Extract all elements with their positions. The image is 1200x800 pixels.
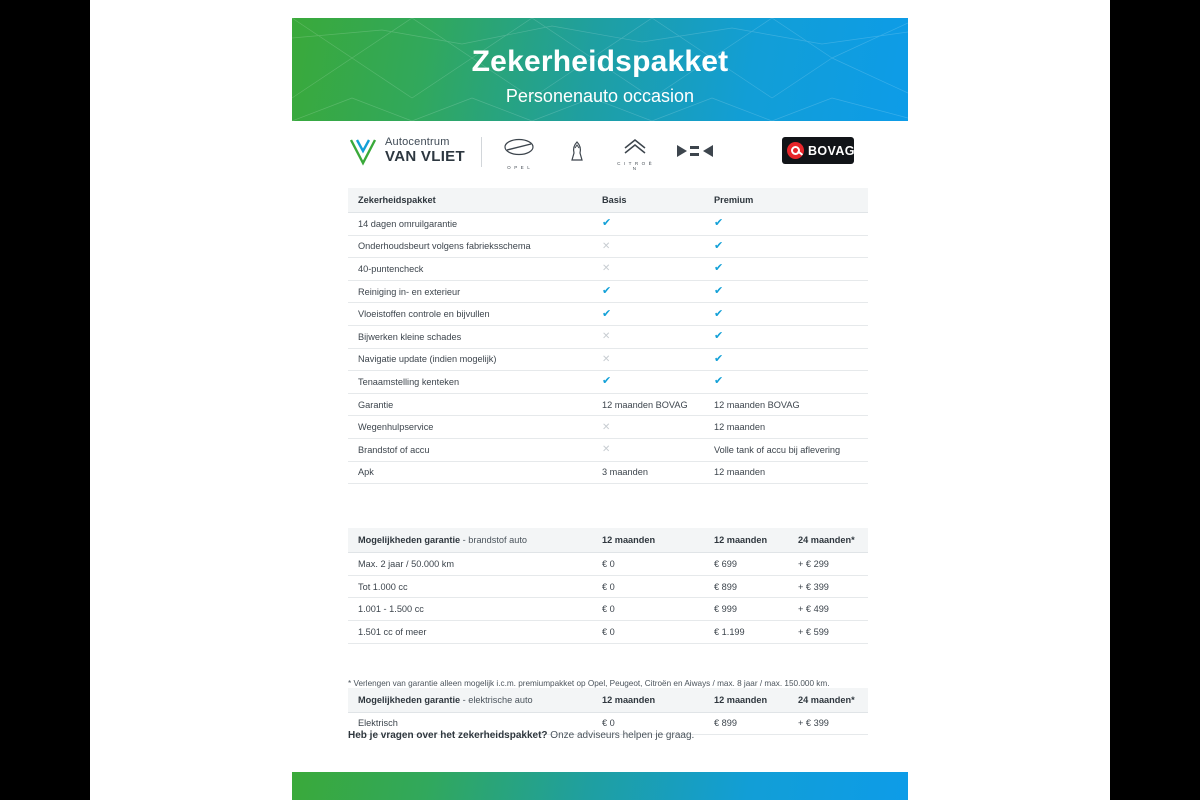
footnote-text: * Verlengen van garantie alleen mogelijk i.c.m. premiumpakket op Opel, Peugeot, Citroën en Aiways / max. 8 jaar / max. 150.000 km. — [348, 679, 830, 688]
check-icon: ✔ — [714, 330, 724, 343]
table-row — [348, 213, 868, 236]
dealer-logo — [348, 136, 465, 166]
check-icon: ✔ — [602, 307, 612, 320]
bovag-badge-icon — [787, 142, 804, 159]
row-label: Tenaamstelling kenteken — [348, 371, 592, 394]
van-vliet-logo-icon — [348, 136, 378, 166]
cta-answer: Onze adviseurs helpen je graag. — [547, 730, 695, 741]
cell-col1: € 0 — [592, 575, 704, 598]
row-label: Elektrisch — [348, 712, 592, 735]
table-row — [348, 438, 868, 461]
logo-divider — [481, 137, 482, 167]
cell-premium — [704, 235, 868, 258]
table-row — [348, 598, 868, 621]
cell-col3: + € 399 — [788, 575, 868, 598]
cell-premium: 12 maanden — [704, 461, 868, 484]
table-row — [348, 303, 868, 326]
col-header-fuel-1: 12 maanden — [592, 528, 704, 553]
document-page — [90, 0, 1110, 800]
col-header-electric-3: 24 maanden* — [788, 688, 868, 713]
cell-col2: € 999 — [704, 598, 788, 621]
table-gap-1 — [348, 506, 868, 528]
col-header-electric-1: 12 maanden — [592, 688, 704, 713]
table-row — [348, 258, 868, 281]
header-banner — [292, 18, 908, 121]
aiways-logo-icon — [675, 142, 711, 165]
table-row — [348, 416, 868, 439]
cross-icon: ✕ — [602, 444, 611, 456]
table-spacer-row — [348, 643, 868, 666]
peugeot-logo-icon — [559, 140, 595, 167]
cell-col3: + € 599 — [788, 620, 868, 643]
row-label: Onderhoudsbeurt volgens fabrieksschema — [348, 235, 592, 258]
row-label: Brandstof of accu — [348, 438, 592, 461]
col-header-basis: Basis — [592, 188, 704, 213]
cell-premium — [704, 213, 868, 236]
col-header-premium: Premium — [704, 188, 868, 213]
check-icon: ✔ — [714, 285, 724, 298]
col-header-electric-title: Mogelijkheden garantie - elektrische auto — [348, 688, 592, 713]
bovag-logo — [782, 137, 854, 164]
col-header-package: Zekerheidspakket — [348, 188, 592, 213]
check-icon: ✔ — [714, 217, 724, 230]
opel-logo-icon — [501, 138, 537, 170]
cell-col2: € 899 — [704, 712, 788, 735]
cell-basis: 3 maanden — [592, 461, 704, 484]
cell-basis — [592, 416, 704, 439]
table-row — [348, 461, 868, 484]
cell-col1: € 0 — [592, 712, 704, 735]
cell-basis — [592, 280, 704, 303]
cell-premium — [704, 325, 868, 348]
cta-question: Heb je vragen over het zekerheidspakket? — [348, 730, 548, 741]
cta-text — [348, 730, 694, 741]
table-garantie-brandstof — [348, 528, 868, 665]
cell-col2: € 699 — [704, 553, 788, 576]
dealer-name-line2: VAN VLIET — [385, 147, 465, 165]
row-label: Reiniging in- en exterieur — [348, 280, 592, 303]
cell-premium — [704, 303, 868, 326]
cell-basis — [592, 235, 704, 258]
logo-row — [348, 136, 868, 172]
cell-premium — [704, 280, 868, 303]
col-header-electric-2: 12 maanden — [704, 688, 788, 713]
cell-col3: + € 499 — [788, 598, 868, 621]
cell-premium — [704, 258, 868, 281]
table-row — [348, 575, 868, 598]
footer-strip — [292, 772, 908, 800]
banner-subtitle: Personenauto occasion — [505, 86, 695, 106]
row-label: Tot 1.000 cc — [348, 575, 592, 598]
table-row — [348, 553, 868, 576]
cell-basis — [592, 258, 704, 281]
table-header-row — [348, 528, 868, 553]
row-label: 1.001 - 1.500 cc — [348, 598, 592, 621]
check-icon: ✔ — [714, 307, 724, 320]
cell-basis — [592, 325, 704, 348]
table-header-row — [348, 188, 868, 213]
cell-premium: 12 maanden BOVAG — [704, 393, 868, 416]
cross-icon: ✕ — [602, 421, 611, 433]
cell-basis — [592, 213, 704, 236]
col-header-fuel-3: 24 maanden* — [788, 528, 868, 553]
bovag-label: BOVAG — [808, 143, 855, 158]
make-logos — [501, 136, 711, 171]
cell-basis — [592, 371, 704, 394]
check-icon: ✔ — [602, 375, 612, 388]
opel-caption: O P E L — [507, 164, 531, 170]
cell-col1: € 0 — [592, 553, 704, 576]
cell-basis — [592, 303, 704, 326]
table-header-row — [348, 688, 868, 713]
cell-col2: € 899 — [704, 575, 788, 598]
table-main-body — [348, 213, 868, 507]
cell-premium — [704, 348, 868, 371]
table-row — [348, 620, 868, 643]
check-icon: ✔ — [602, 285, 612, 298]
citroen-caption: C I T R O Ë N — [617, 161, 653, 171]
tables-container — [348, 188, 868, 735]
table-row — [348, 235, 868, 258]
row-label: 14 dagen omruilgarantie — [348, 213, 592, 236]
check-icon: ✔ — [714, 352, 724, 365]
banner-title: Zekerheidspakket — [471, 45, 729, 78]
cross-icon: ✕ — [602, 331, 611, 343]
cell-col3: + € 399 — [788, 712, 868, 735]
table-row — [348, 393, 868, 416]
table-row — [348, 280, 868, 303]
cell-col2: € 1.199 — [704, 620, 788, 643]
cross-icon: ✕ — [602, 263, 611, 275]
check-icon: ✔ — [602, 217, 612, 230]
table-row — [348, 348, 868, 371]
cell-basis: 12 maanden BOVAG — [592, 393, 704, 416]
col-header-fuel-2: 12 maanden — [704, 528, 788, 553]
table-spacer-row — [348, 484, 868, 507]
cell-premium: 12 maanden — [704, 416, 868, 439]
cross-icon: ✕ — [602, 353, 611, 365]
dealer-name-line1: Autocentrum — [385, 136, 450, 149]
table-fuel-body — [348, 553, 868, 666]
cell-col1: € 0 — [592, 598, 704, 621]
check-icon: ✔ — [714, 239, 724, 252]
table-garantie-elektrisch — [348, 688, 868, 736]
table-row — [348, 325, 868, 348]
row-label: Wegenhulpservice — [348, 416, 592, 439]
cell-col3: + € 299 — [788, 553, 868, 576]
table-row — [348, 371, 868, 394]
dealer-logo-text — [385, 137, 465, 164]
citroen-logo-icon — [617, 136, 653, 171]
row-label: Navigatie update (indien mogelijk) — [348, 348, 592, 371]
cell-premium — [704, 371, 868, 394]
row-label: 1.501 cc of meer — [348, 620, 592, 643]
row-label: Bijwerken kleine schades — [348, 325, 592, 348]
row-label: Garantie — [348, 393, 592, 416]
row-label: Max. 2 jaar / 50.000 km — [348, 553, 592, 576]
cell-premium: Volle tank of accu bij aflevering — [704, 438, 868, 461]
row-label: 40-puntencheck — [348, 258, 592, 281]
check-icon: ✔ — [714, 262, 724, 275]
table-zekerheidspakket — [348, 188, 868, 506]
cell-basis — [592, 438, 704, 461]
cell-col1: € 0 — [592, 620, 704, 643]
col-header-fuel-title: Mogelijkheden garantie - brandstof auto — [348, 528, 592, 553]
cell-basis — [592, 348, 704, 371]
check-icon: ✔ — [714, 375, 724, 388]
cross-icon: ✕ — [602, 240, 611, 252]
row-label: Apk — [348, 461, 592, 484]
row-label: Vloeistoffen controle en bijvullen — [348, 303, 592, 326]
